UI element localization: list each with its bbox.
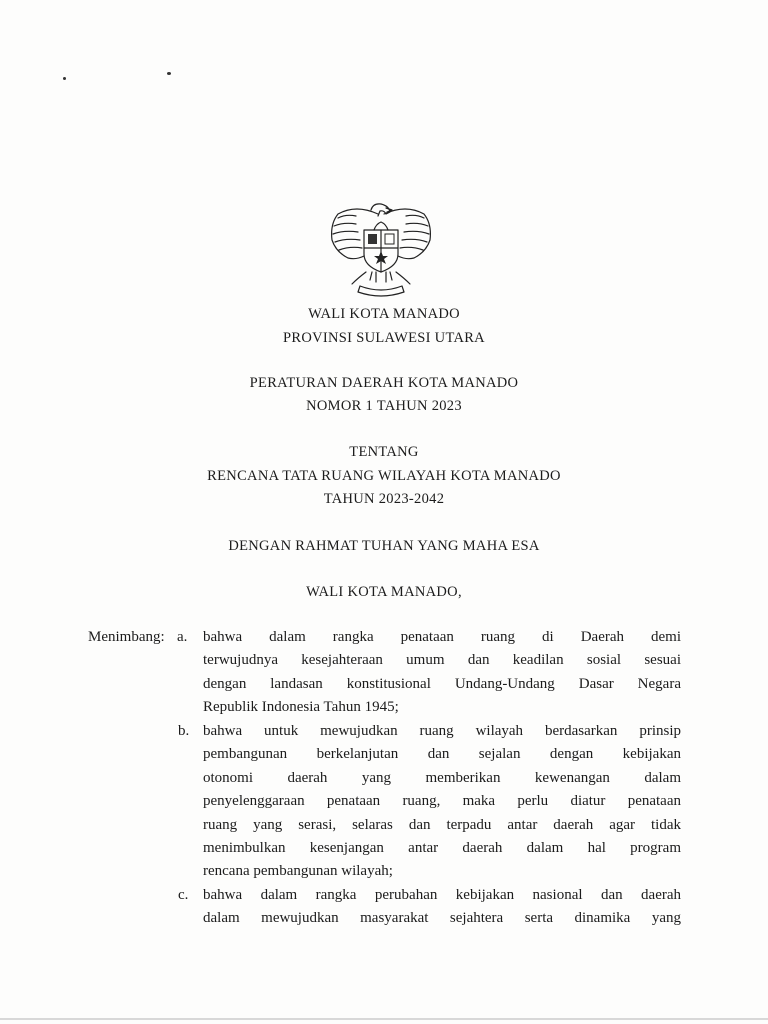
scan-speck [167, 72, 171, 75]
considering-item-c [203, 884, 681, 931]
text-line: rencana pembangunan wilayah; [203, 863, 393, 880]
text-line: ruang yang serasi, selaras dan terpadu antar daerah agar tidak [203, 816, 681, 833]
item-letter-b: b. [178, 723, 190, 739]
issuer-declaration: WALI KOTA MANADO, [306, 584, 462, 600]
text-line: dengan landasan konstitusional Undang-Undang Dasar Negara [203, 675, 681, 692]
scan-speck [63, 77, 66, 80]
page-edge [0, 1018, 768, 1020]
item-letter-c: c. [178, 887, 189, 903]
considering-label: Menimbang: [88, 629, 165, 645]
text-line: Republik Indonesia Tahun 1945; [203, 699, 399, 716]
text-line: otonomi daerah yang memberikan kewenangan dalam [203, 769, 681, 786]
garuda-pancasila-emblem-icon [326, 200, 436, 300]
considering-item-a [203, 626, 681, 720]
text-line: menimbulkan kesenjangan antar daerah dalam hal program [203, 839, 681, 856]
invocation: DENGAN RAHMAT TUHAN YANG MAHA ESA [228, 538, 540, 554]
text-line: pembangunan berkelanjutan dan sejalan dengan kebijakan [203, 746, 681, 763]
regulation-subject: RENCANA TATA RUANG WILAYAH KOTA MANADO [207, 468, 561, 484]
province-name: PROVINSI SULAWESI UTARA [283, 330, 485, 346]
regulation-period: TAHUN 2023-2042 [323, 491, 445, 507]
item-letter-a: a. [177, 629, 188, 645]
text-line: terwujudnya kesejahteraan umum dan keadilan sosial sesuai [203, 652, 681, 669]
regulation-number: NOMOR 1 TAHUN 2023 [306, 398, 462, 414]
considering-item-b [203, 720, 681, 884]
text-line: bahwa dalam rangka penataan ruang di Daerah demi [203, 629, 681, 645]
regulation-title: PERATURAN DAERAH KOTA MANADO [249, 375, 519, 391]
issuer-title: WALI KOTA MANADO [308, 306, 460, 322]
text-line: bahwa untuk mewujudkan ruang wilayah berdasarkan prinsip [203, 723, 681, 739]
text-line: bahwa dalam rangka perubahan kebijakan nasional dan daerah [203, 887, 681, 903]
about-heading: TENTANG [349, 444, 419, 460]
text-line: dalam mewujudkan masyarakat sejahtera serta dinamika yang [203, 910, 681, 927]
text-line: penyelenggaraan penataan ruang, maka perlu diatur penataan [203, 793, 681, 810]
